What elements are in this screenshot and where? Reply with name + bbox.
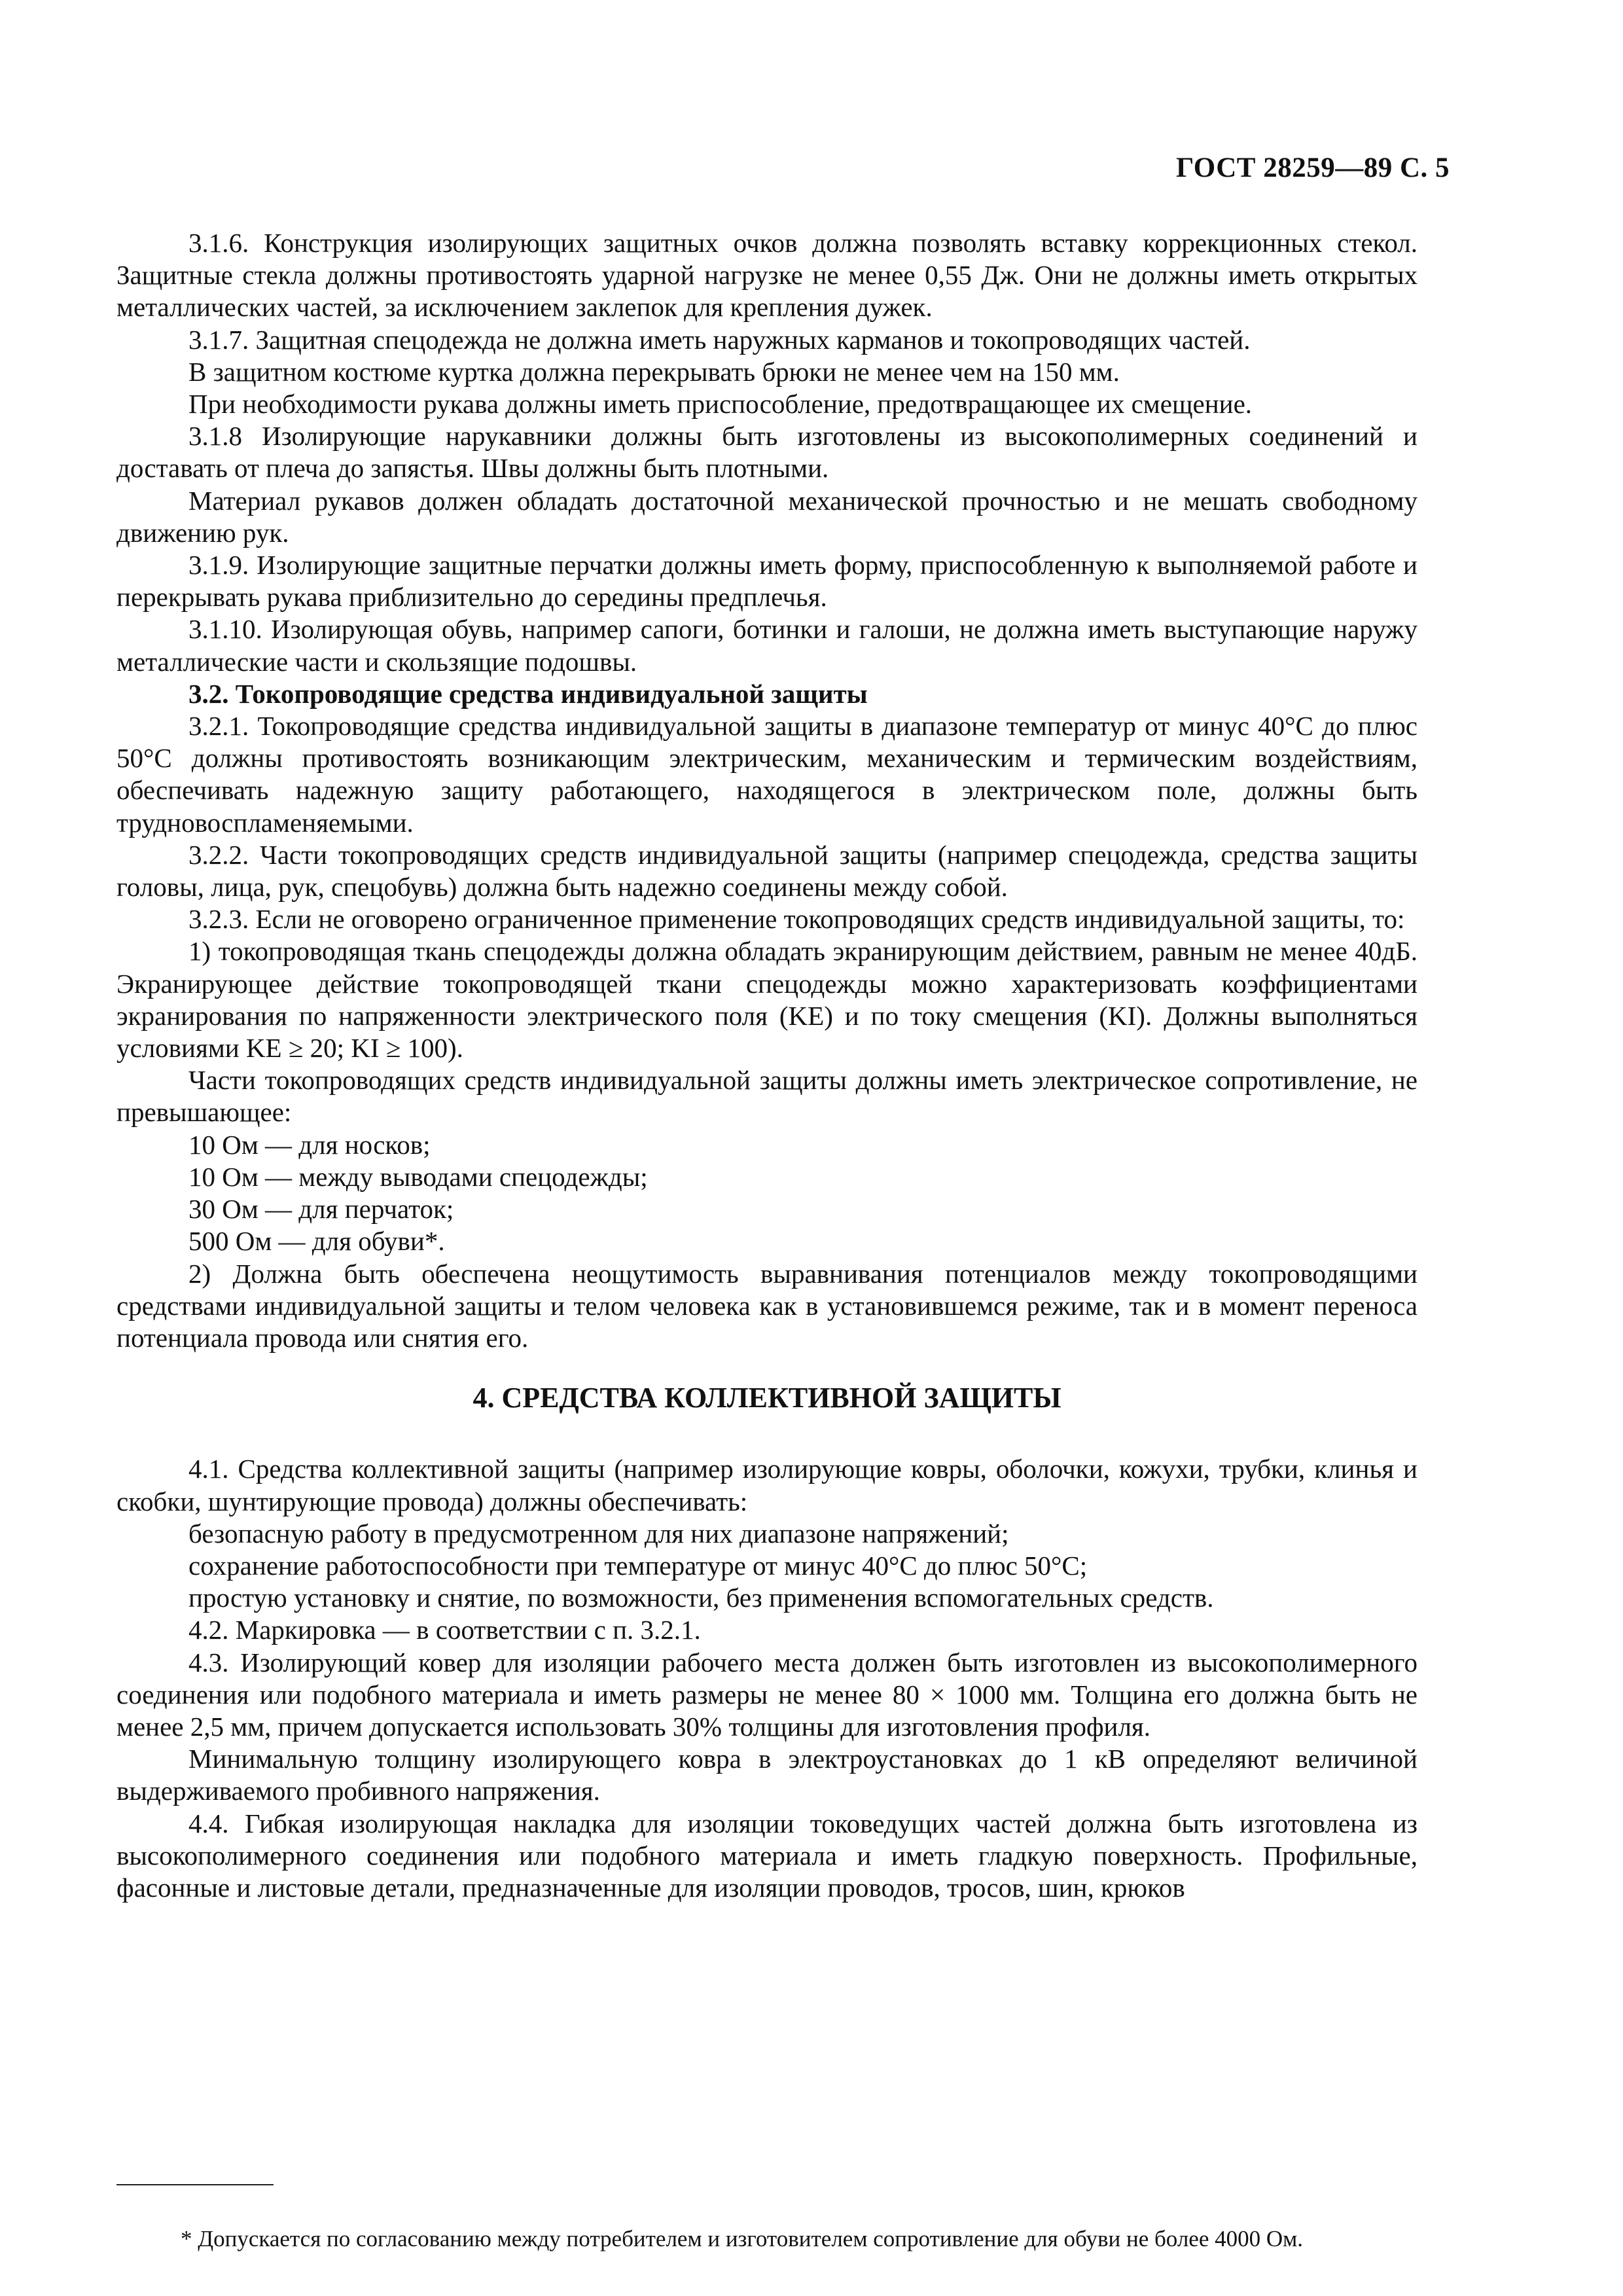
resistance-item-clothing: 10 Ом — между выводами спецодежды;	[188, 1161, 648, 1192]
paragraph-4-3: 4.3. Изолирующий ковер для изоляции рабочего места должен быть изготовлен из высокополимерного соединения или подобного материала и иметь размеры не менее 80 × 1000 мм. Толщина его должна быть не менее 2,5 мм, причем допускается использовать 30% толщины для изготовления профиля.	[116, 1647, 1418, 1742]
paragraph-3-1-8-material: Материал рукавов должен обладать достаточной механической прочностью и не мешать свободному движению рук.	[116, 485, 1418, 548]
section-title-4: 4. СРЕДСТВА КОЛЛЕКТИВНОЙ ЗАЩИТЫ	[473, 1382, 1061, 1414]
footnote: * Допускается по согласованию между потребителем и изготовителем сопротивление для обуви не более 4000 Ом.	[181, 2226, 1304, 2251]
paragraph-4-3-thickness: Минимальную толщину изолирующего ковра в электроустановках до 1 кВ определяют величиной выдерживаемого пробивного напряжения.	[116, 1744, 1418, 1806]
paragraph-resistance-intro: Части токопроводящих средств индивидуальной защиты должны иметь электрическое сопротивление, не превышающее:	[116, 1065, 1418, 1128]
paragraph-3-1-7-sleeves: При необходимости рукава должны иметь приспособление, предотвращающее их смещение.	[188, 389, 1253, 420]
paragraph-3-2-3-item-2: 2) Должна быть обеспечена неощутимость выравнивания потенциалов между токопроводящими средствами индивидуальной защиты и телом человека как в установившемся режиме, так и в момент переноса потенциала провода или снятия его.	[116, 1258, 1418, 1353]
paragraph-3-1-6: 3.1.6. Конструкция изолирующих защитных очков должна позволять вставку коррекционных стекол. Защитные стекла должны противостоять ударной нагрузке не менее 0,55 Дж. Они не должны иметь открытых металлических частей, за исключением заклепок для крепления дужек.	[116, 228, 1418, 323]
paragraph-3-2-3-item-1: 1) токопроводящая ткань спецодежды должна обладать экранирующим действием, равным не менее 40дБ. Экранирующее действие токопроводящей ткани спецодежды можно характеризовать коэффициентами экранирования по напряженности электрического поля (KE) и по току смещения (KI). Должны выполняться условиями KE ≥ 20; KI ≥ 100).	[116, 936, 1418, 1064]
resistance-item-footwear: 500 Ом — для обуви*.	[188, 1226, 445, 1257]
requirement-item-installation: простую установку и снятие, по возможности, без применения вспомогательных средств.	[188, 1583, 1214, 1613]
paragraph-4-4: 4.4. Гибкая изолирующая накладка для изоляции токоведущих частей должна быть изготовлена из высокополимерного соединения или подобного материала и иметь гладкую поверхность. Профильные, фасонные и листовые детали, предназначенные для изоляции проводов, тросов, шин, крюков	[116, 1808, 1418, 1903]
page-header: ГОСТ 28259—89 С. 5	[1175, 152, 1450, 183]
requirement-item-operability: сохранение работоспособности при температуре от минус 40°С до плюс 50°С;	[188, 1550, 1088, 1581]
paragraph-3-2-3: 3.2.3. Если не оговорено ограниченное применение токопроводящих средств индивидуальной защиты, то:	[188, 904, 1405, 935]
paragraph-3-1-7: 3.1.7. Защитная спецодежда не должна иметь наружных карманов и токопроводящих частей.	[188, 324, 1251, 355]
paragraph-4-1: 4.1. Средства коллективной защиты (например изолирующие ковры, оболочки, кожухи, трубки, клинья и скобки, шунтирующие провода) должны обеспечивать:	[116, 1454, 1418, 1516]
paragraph-3-1-7-jacket: В защитном костюме куртка должна перекрывать брюки не менее чем на 150 мм.	[188, 356, 1120, 387]
paragraph-3-1-8: 3.1.8 Изолирующие нарукавники должны быть изготовлены из высокополимерных соединений и доставать от плеча до запястья. Швы должны быть плотными.	[116, 421, 1418, 484]
resistance-item-gloves: 30 Ом — для перчаток;	[188, 1194, 454, 1225]
subsection-heading-3-2: 3.2. Токопроводящие средства индивидуальной защиты	[188, 678, 868, 709]
requirement-item-safe-work: безопасную работу в предусмотренном для них диапазоне напряжений;	[188, 1518, 1009, 1549]
paragraph-3-1-9: 3.1.9. Изолирующие защитные перчатки должны иметь форму, приспособленную к выполняемой работе и перекрывать рукава приблизительно до середины предплечья.	[116, 550, 1418, 613]
paragraph-3-1-10: 3.1.10. Изолирующая обувь, например сапоги, ботинки и галоши, не должна иметь выступающие наружу металлические части и скользящие подошвы.	[116, 614, 1418, 677]
paragraph-3-2-1: 3.2.1. Токопроводящие средства индивидуальной защиты в диапазоне температур от минус 40°С до плюс 50°С должны противостоять возникающим электрическим, механическим и термическим воздействиям, обеспечивать надежную защиту работающего, находящегося в электрическом поле, должны быть трудновоспламеняемыми.	[116, 711, 1418, 838]
paragraph-3-2-2: 3.2.2. Части токопроводящих средств индивидуальной защиты (например спецодежда, средства защиты головы, лица, рук, спецобувь) должна быть надежно соединены между собой.	[116, 839, 1418, 903]
resistance-item-socks: 10 Ом — для носков;	[188, 1129, 431, 1160]
footnote-divider	[116, 2184, 274, 2185]
document-body	[116, 227, 1418, 1904]
paragraph-4-2: 4.2. Маркировка — в соответствии с п. 3.2.1.	[188, 1615, 701, 1645]
